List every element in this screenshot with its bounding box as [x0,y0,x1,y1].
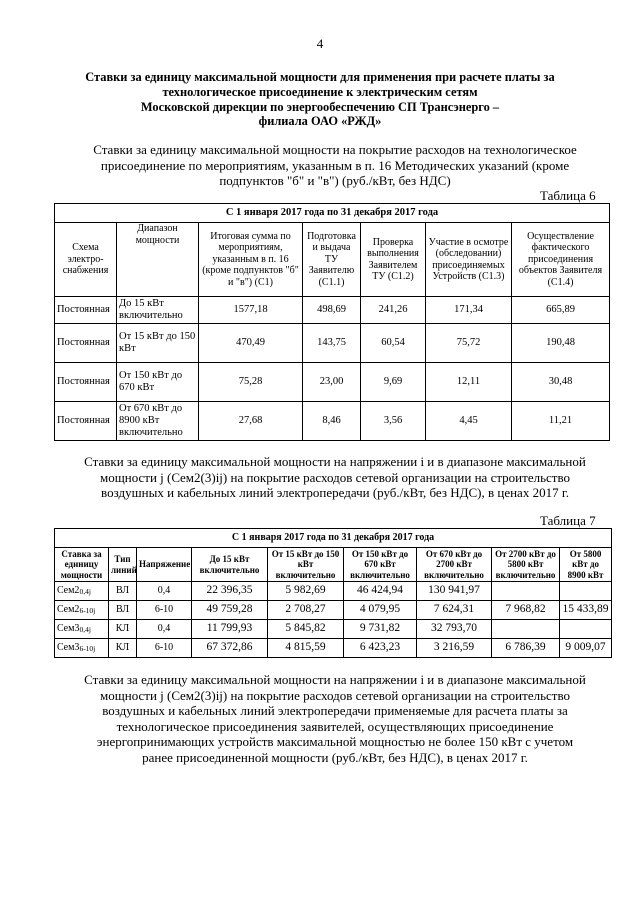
table-row [55,363,610,402]
table-row [55,639,612,658]
cell-value: 241,26 [361,297,426,324]
cell-value: 23,00 [303,363,361,402]
cell-value: 9 009,07 [560,639,612,658]
cell-value: 130 941,97 [417,582,492,601]
column-header: Подготовка и выдача ТУ Заявителю (С1.1) [303,223,361,297]
heading-line: Московской дирекции по энергообеспечению СП Трансэнерго – [140,99,500,114]
rate-subscript: 6-10j [79,605,96,615]
cell-value: 60,54 [361,324,426,363]
cell-value: 12,11 [426,363,512,402]
rate-subscript: 0,4j [79,586,91,596]
cell-value: 4,45 [426,402,512,441]
page-number: 4 [316,36,324,51]
cell-voltage: 0,4 [137,620,192,639]
table7-period: С 1 января 2017 года по 31 декабря 2017 года [55,529,612,548]
cell-value: 665,89 [512,297,610,324]
table-row [55,620,612,639]
cell-value: 6 786,39 [492,639,560,658]
table6-period: С 1 января 2017 года по 31 декабря 2017 года [55,204,610,223]
cell-value: 67 372,86 [192,639,268,658]
rate-symbol: Cем3 [57,641,80,653]
column-header: Осуществление фактического присоединения объектов Заявителя (С1.4) [512,223,610,297]
cell-value: 9,69 [361,363,426,402]
table-row [55,402,610,441]
paragraph-table6-intro [55,142,615,189]
table-6 [54,203,610,441]
cell-value: 4 079,95 [344,601,417,620]
paragraph-line: Ставки за единицу максимальной мощности на напряжении i и в диапазоне максимальной [84,454,586,469]
cell-rate [55,639,109,658]
cell-rate [55,620,109,639]
cell-value [492,620,560,639]
heading-line: филиала ОАО «РЖД» [258,114,382,129]
column-header: Итоговая сумма по мероприятиям, указанным в п. 16 (кроме подпунктов "б" и "в") (С1) [199,223,303,297]
paragraph-line: Ставки за единицу максимальной мощности на напряжении i и в диапазоне максимальной [84,672,586,687]
cell-rate [55,582,109,601]
column-header: Участие в осмотре (обследовании) присоединяемых Устройств (С1.3) [426,223,512,297]
document-heading [80,70,560,129]
heading-line: технологическое присоединение к электрическим сетям [162,84,478,99]
heading-line: Ставки за единицу максимальной мощности для применения при расчете платы за [85,70,555,84]
column-header: От 5800 кВт до 8900 кВт [560,548,612,582]
paragraph-line: мощности j (Cем2(3)ij) на покрытие расходов сетевой организации на строительство [100,469,570,485]
cell-value: 15 433,89 [560,601,612,620]
cell-value: 75,72 [426,324,512,363]
paragraph-line: технологическое присоединения заявителей, осуществляющих присоединение [116,718,554,734]
rate-symbol: Cем2 [57,603,80,615]
paragraph-line: энергопринимающих устройств максимальной мощностью не более 150 кВт с учетом [96,734,574,749]
cell-value: 8,46 [303,402,361,441]
table-row [55,324,610,363]
cell-voltage: 6-10 [137,601,192,620]
cell-type: КЛ [109,620,137,639]
cell-value: 30,48 [512,363,610,402]
rate-symbol: Cем2 [57,584,80,596]
paragraph-table7-intro [55,454,615,501]
cell-rate [55,601,109,620]
rate-subscript: 0,4j [79,624,91,634]
cell-value: 7 968,82 [492,601,560,620]
cell-value [560,582,612,601]
column-header: Тип линий [109,548,137,582]
cell-voltage: 0,4 [137,582,192,601]
column-header: Схема электро-снабжения [55,223,117,297]
cell-scheme: Постоянная [55,402,117,441]
table7-label: Таблица 7 [540,513,596,528]
cell-value: 3,56 [361,402,426,441]
table-row [55,582,612,601]
cell-value [492,582,560,601]
cell-value: 7 624,31 [417,601,492,620]
table6-label: Таблица 6 [540,188,596,203]
cell-value: 46 424,94 [344,582,417,601]
cell-value: 11 799,93 [192,620,268,639]
cell-voltage: 6-10 [137,639,192,658]
paragraph-line: мощности j (Cем2(3)ij) на покрытие расходов сетевой организации на строительство [100,687,570,703]
column-header: Проверка выполнения Заявителем ТУ (С1.2) [361,223,426,297]
cell-value: 49 759,28 [192,601,268,620]
rate-subscript: 6-10j [79,643,96,653]
cell-value: 2 708,27 [268,601,344,620]
paragraph-line: воздушных и кабельных линий электропередачи применяемые для расчета платы за [102,703,568,718]
cell-value: 27,68 [199,402,303,441]
cell-value: 6 423,23 [344,639,417,658]
column-header: От 15 кВт до 150 кВт включительно [268,548,344,582]
table-7 [54,528,612,658]
cell-value: 190,48 [512,324,610,363]
rate-symbol: Cем3 [57,622,80,634]
cell-range: От 670 кВт до 8900 кВт включительно [117,402,199,441]
column-header: От 150 кВт до 670 кВт включительно [344,548,417,582]
cell-value: 11,21 [512,402,610,441]
cell-value: 143,75 [303,324,361,363]
cell-value: 75,28 [199,363,303,402]
column-header: Ставка за единицу мощности [55,548,109,582]
column-header: До 15 кВт включительно [192,548,268,582]
column-header: Напряжение [137,548,192,582]
column-header: От 2700 кВт до 5800 кВт включительно [492,548,560,582]
cell-scheme: Постоянная [55,324,117,363]
column-header: Диапазон мощности [117,223,199,297]
cell-scheme: Постоянная [55,297,117,324]
cell-value: 5 982,69 [268,582,344,601]
cell-type: ВЛ [109,601,137,620]
table-row [55,601,612,620]
cell-value: 5 845,82 [268,620,344,639]
cell-type: ВЛ [109,582,137,601]
cell-value: 498,69 [303,297,361,324]
cell-value: 32 793,70 [417,620,492,639]
paragraph-line: ранее присоединенной мощности (руб./кВт, без НДС), в ценах 2017 г. [142,749,528,765]
cell-value: 4 815,59 [268,639,344,658]
paragraph-line: подпунктов "б" и "в") (руб./кВт, без НДС) [219,173,451,188]
paragraph-line: Ставки за единицу максимальной мощности на покрытие расходов на технологическое [93,142,577,157]
cell-value: 9 731,82 [344,620,417,639]
paragraph-line: воздушных и кабельных линий электропередачи (руб./кВт, без НДС), в ценах 2017 г. [101,485,569,500]
cell-scheme: Постоянная [55,363,117,402]
cell-range: От 15 кВт до 150 кВт [117,324,199,363]
paragraph-line: присоединение по мероприятиям, указанным в п. 16 Методических указаний (кроме [100,157,570,173]
paragraph-closing [55,672,615,765]
cell-value [560,620,612,639]
table-row [55,297,610,324]
cell-value: 171,34 [426,297,512,324]
cell-value: 1577,18 [199,297,303,324]
cell-value: 3 216,59 [417,639,492,658]
column-header: От 670 кВт до 2700 кВт включительно [417,548,492,582]
cell-range: До 15 кВт включительно [117,297,199,324]
cell-type: КЛ [109,639,137,658]
cell-range: От 150 кВт до 670 кВт [117,363,199,402]
cell-value: 470,49 [199,324,303,363]
cell-value: 22 396,35 [192,582,268,601]
